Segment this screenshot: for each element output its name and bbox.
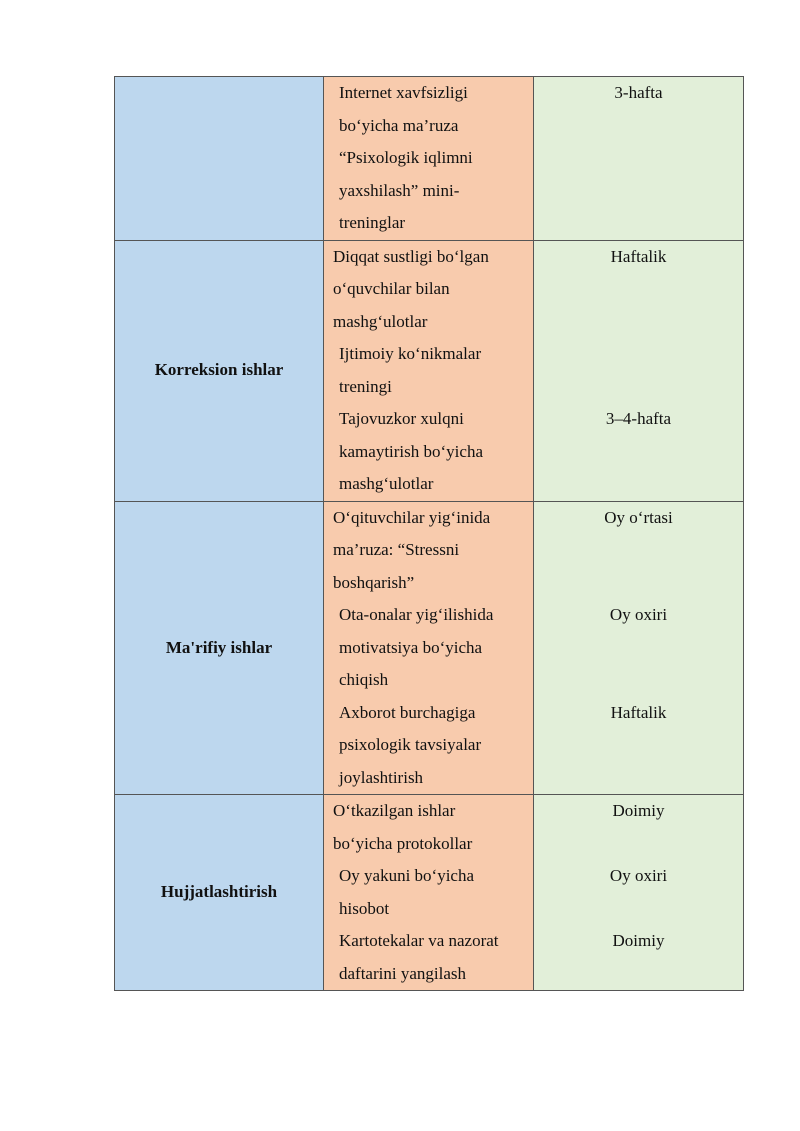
category-cell [115, 77, 324, 241]
category-cell [115, 240, 324, 501]
work-plan-table-body [115, 77, 744, 991]
activity-item [333, 795, 529, 860]
timing-text: Haftalik [610, 246, 667, 266]
activity-item [333, 502, 529, 600]
timing-text [534, 371, 743, 404]
timing-text: 3–4-hafta [605, 409, 672, 428]
activity-text-line: joylashtirish [339, 767, 424, 787]
activity-text-line: mashg‘ulotlar [333, 311, 428, 331]
activity-text-line: mashg‘ulotlar [339, 474, 434, 493]
activity-text-line: psixologik tavsiyalar [339, 735, 482, 754]
activity-text-line: Tajovuzkor xulqni [339, 409, 464, 428]
activity-text-line: bo‘yicha protokollar [333, 833, 473, 853]
timing-text [534, 207, 743, 240]
activities-cell [324, 240, 534, 501]
timing-text [534, 828, 743, 861]
timing-text: Oy oxiri [609, 605, 668, 624]
timing-text [534, 729, 743, 762]
activity-text-line: yaxshilash” mini- [339, 180, 460, 200]
activity-text-line: motivatsiya bo‘yicha [339, 637, 483, 657]
activity-text-line: “Psixologik iqlimni [339, 148, 473, 167]
timing-cell [534, 501, 744, 795]
timing-text [534, 664, 743, 697]
activity-text-line: o‘quvchilar bilan [333, 279, 450, 298]
table-row [115, 240, 744, 501]
activity-text-line: hisobot [339, 898, 390, 918]
category-label: Korreksion ishlar [154, 360, 284, 380]
activity-item [333, 697, 529, 795]
timing-text [534, 175, 743, 208]
timing-text [534, 958, 743, 991]
activity-text-line: daftarini yangilash [339, 963, 466, 983]
timing-text: Doimiy [612, 931, 665, 950]
activity-item [333, 403, 529, 501]
timing-text [534, 306, 743, 339]
activity-text-line: kamaytirish bo‘yicha [339, 441, 483, 461]
activities-cell [324, 501, 534, 795]
activity-text-line: Ijtimoiy ko‘nikmalar [339, 344, 482, 363]
activity-item [333, 860, 529, 925]
activity-text-line: treningi [339, 376, 392, 396]
timing-text: Doimiy [612, 801, 665, 820]
activity-text-line: Diqqat sustligi bo‘lgan [333, 246, 489, 266]
activity-item [333, 925, 529, 990]
activities-cell [324, 77, 534, 241]
timing-text: Oy oxiri [609, 866, 668, 885]
activity-text-line: boshqarish” [333, 572, 415, 592]
activity-item [333, 599, 529, 697]
timing-text [534, 632, 743, 665]
table-row [115, 501, 744, 795]
timing-text: 3-hafta [614, 83, 663, 102]
timing-text [534, 142, 743, 175]
timing-text [534, 273, 743, 306]
timing-text [534, 110, 743, 143]
activity-text-line: O‘tkazilgan ishlar [333, 801, 456, 820]
timing-text: Oy o‘rtasi [604, 507, 673, 527]
activity-text-line: chiqish [339, 670, 389, 689]
timing-cell [534, 240, 744, 501]
timing-cell [534, 795, 744, 991]
activity-item [333, 142, 529, 240]
table-row [115, 795, 744, 991]
activities-cell [324, 795, 534, 991]
activity-text-line: ma’ruza: “Stressni [333, 540, 460, 559]
timing-text [534, 893, 743, 926]
activity-text-line: bo‘yicha ma’ruza [339, 115, 459, 135]
activity-text-line: Ota-onalar yig‘ilishida [339, 605, 494, 624]
activity-item [333, 77, 529, 142]
activity-item [333, 338, 529, 403]
activity-item [333, 241, 529, 339]
category-label: Hujjatlashtirish [160, 882, 278, 902]
timing-text [534, 534, 743, 567]
activity-text-line: treninglar [339, 213, 406, 232]
category-cell [115, 795, 324, 991]
category-label: Ma'rifiy ishlar [165, 637, 273, 657]
timing-cell [534, 77, 744, 241]
timing-text [534, 567, 743, 600]
table-row [115, 77, 744, 241]
activity-text-line: O‘qituvchilar yig‘inida [333, 507, 491, 527]
timing-text: Haftalik [610, 702, 667, 722]
category-cell [115, 501, 324, 795]
timing-text [534, 468, 743, 501]
activity-text-line: Oy yakuni bo‘yicha [339, 866, 475, 885]
timing-text [534, 338, 743, 371]
work-plan-table [114, 76, 744, 991]
activity-text-line: Kartotekalar va nazorat [339, 931, 499, 950]
activity-text-line: Internet xavfsizligi [339, 83, 468, 102]
activity-text-line: Axborot burchagiga [339, 702, 476, 722]
timing-text [534, 436, 743, 469]
